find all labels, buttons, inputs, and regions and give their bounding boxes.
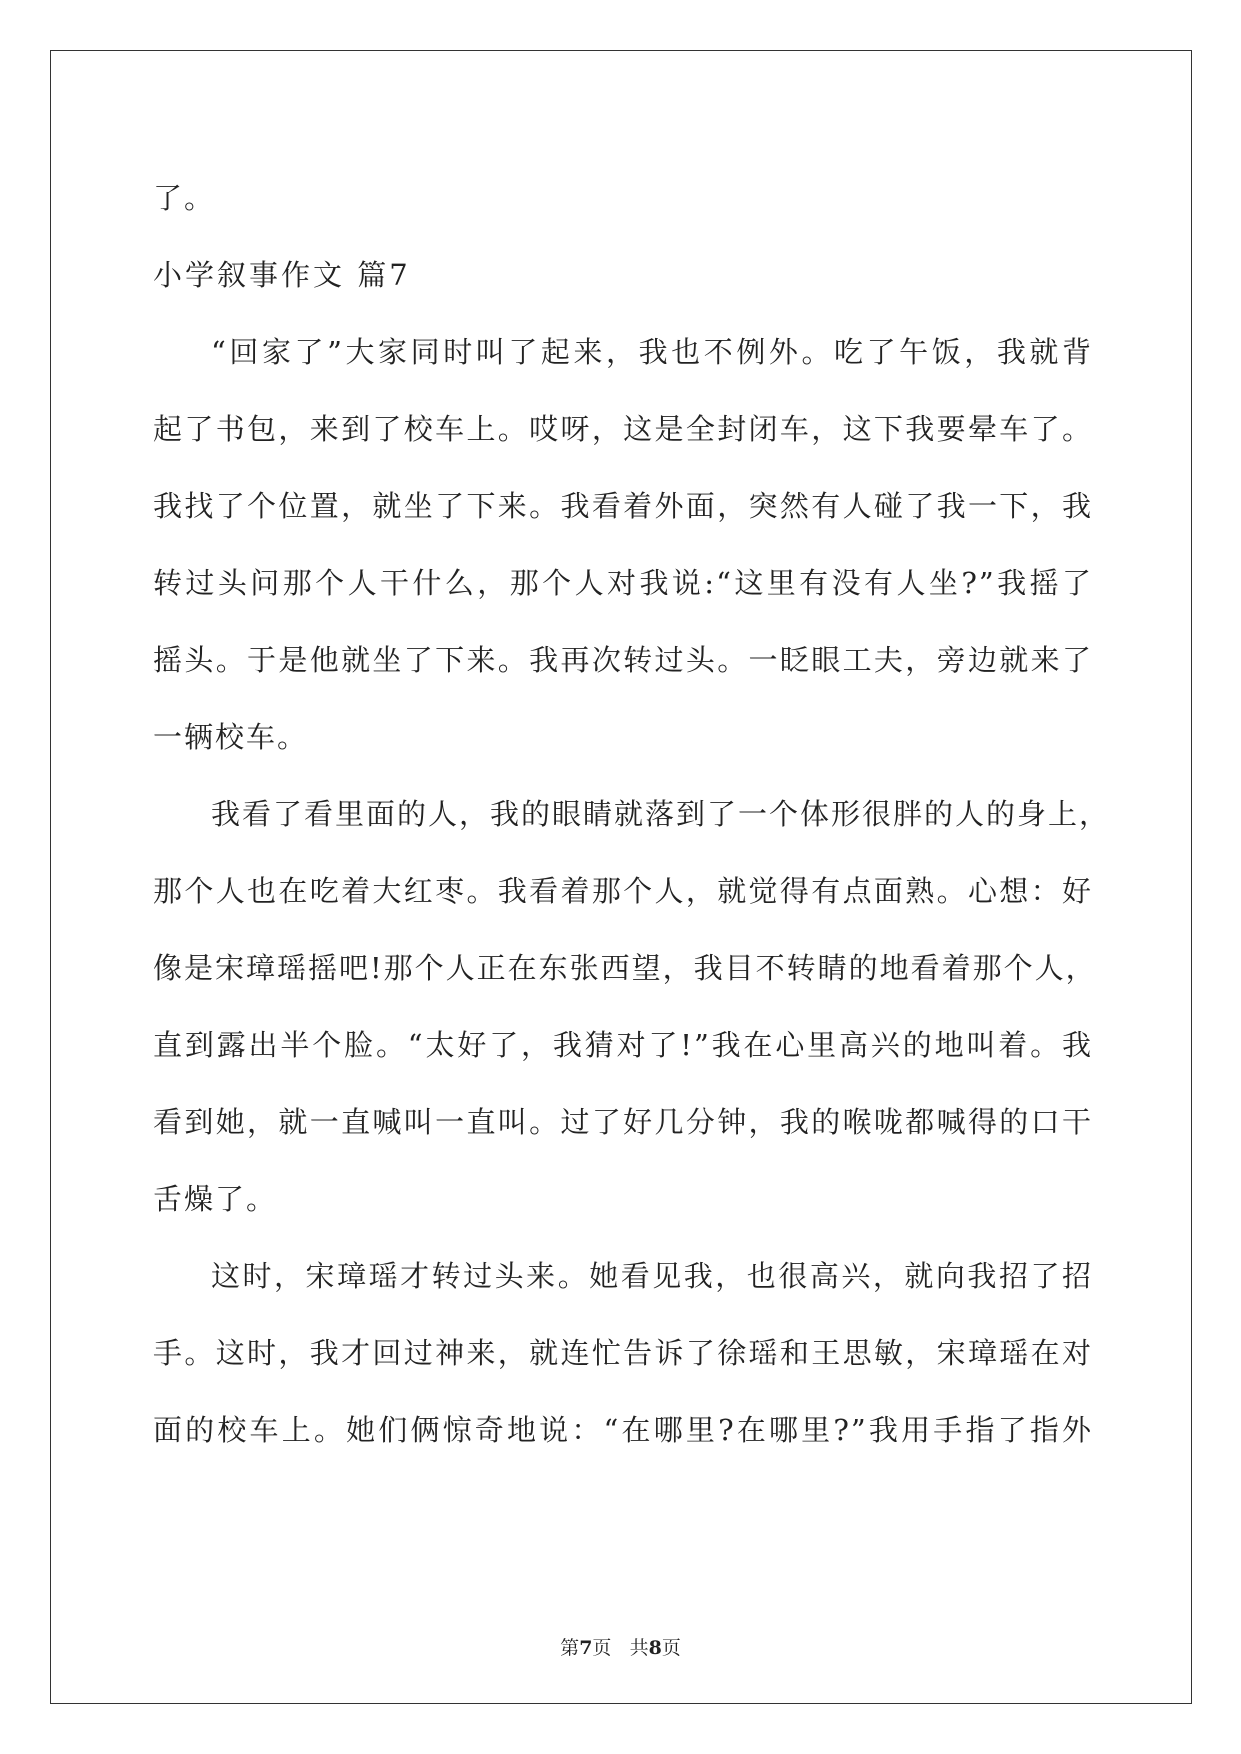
text-line: 一辆校车。: [153, 720, 309, 754]
text-line: 那个人也在吃着大红枣。我看着那个人，就觉得有点面熟。心想：好: [153, 874, 1093, 908]
text-line: 了。: [153, 181, 216, 215]
text-line: 像是宋璋瑶摇吧!那个人正在东张西望，我目不转睛的地看着那个人，: [153, 951, 1097, 985]
footer-total-unit: 页: [661, 1637, 681, 1659]
text-line: 面的校车上。她们俩惊奇地说：“在哪里?在哪里?”我用手指了指外: [153, 1413, 1093, 1447]
footer-page-unit: 页: [592, 1637, 612, 1659]
text-line: 直到露出半个脸。“太好了，我猜对了!”我在心里高兴的地叫着。我: [153, 1028, 1093, 1062]
footer-total-prefix: 共: [629, 1637, 649, 1659]
section-heading: 小学叙事作文 篇7: [153, 258, 411, 292]
current-page-number: 7: [579, 1637, 593, 1659]
text-line: 手。这时，我才回过神来，就连忙告诉了徐瑶和王思敏，宋璋瑶在对: [153, 1336, 1093, 1370]
text-line: “回家了”大家同时叫了起来，我也不例外。吃了午饭，我就背: [211, 335, 1093, 369]
footer-prefix: 第: [560, 1637, 580, 1659]
text-line: 看到她，就一直喊叫一直叫。过了好几分钟，我的喉咙都喊得的口干: [153, 1105, 1093, 1139]
text-line: 转过头问那个人干什么，那个人对我说:“这里有没有人坐?”我摇了: [153, 566, 1093, 600]
page-footer: [0, 1633, 1241, 1660]
document-body: [153, 160, 1111, 1469]
total-page-number: 8: [648, 1637, 662, 1659]
text-line: 起了书包，来到了校车上。哎呀，这是全封闭车，这下我要晕车了。: [153, 412, 1093, 446]
text-line: 摇头。于是他就坐了下来。我再次转过头。一眨眼工夫，旁边就来了: [153, 643, 1093, 677]
text-line: 舌燥了。: [153, 1182, 278, 1216]
text-line: 我看了看里面的人，我的眼睛就落到了一个体形很胖的人的身上，: [211, 797, 1111, 831]
text-line: 这时，宋璋瑶才转过头来。她看见我，也很高兴，就向我招了招: [211, 1259, 1093, 1293]
text-line: 我找了个位置，就坐了下来。我看着外面，突然有人碰了我一下，我: [153, 489, 1093, 523]
